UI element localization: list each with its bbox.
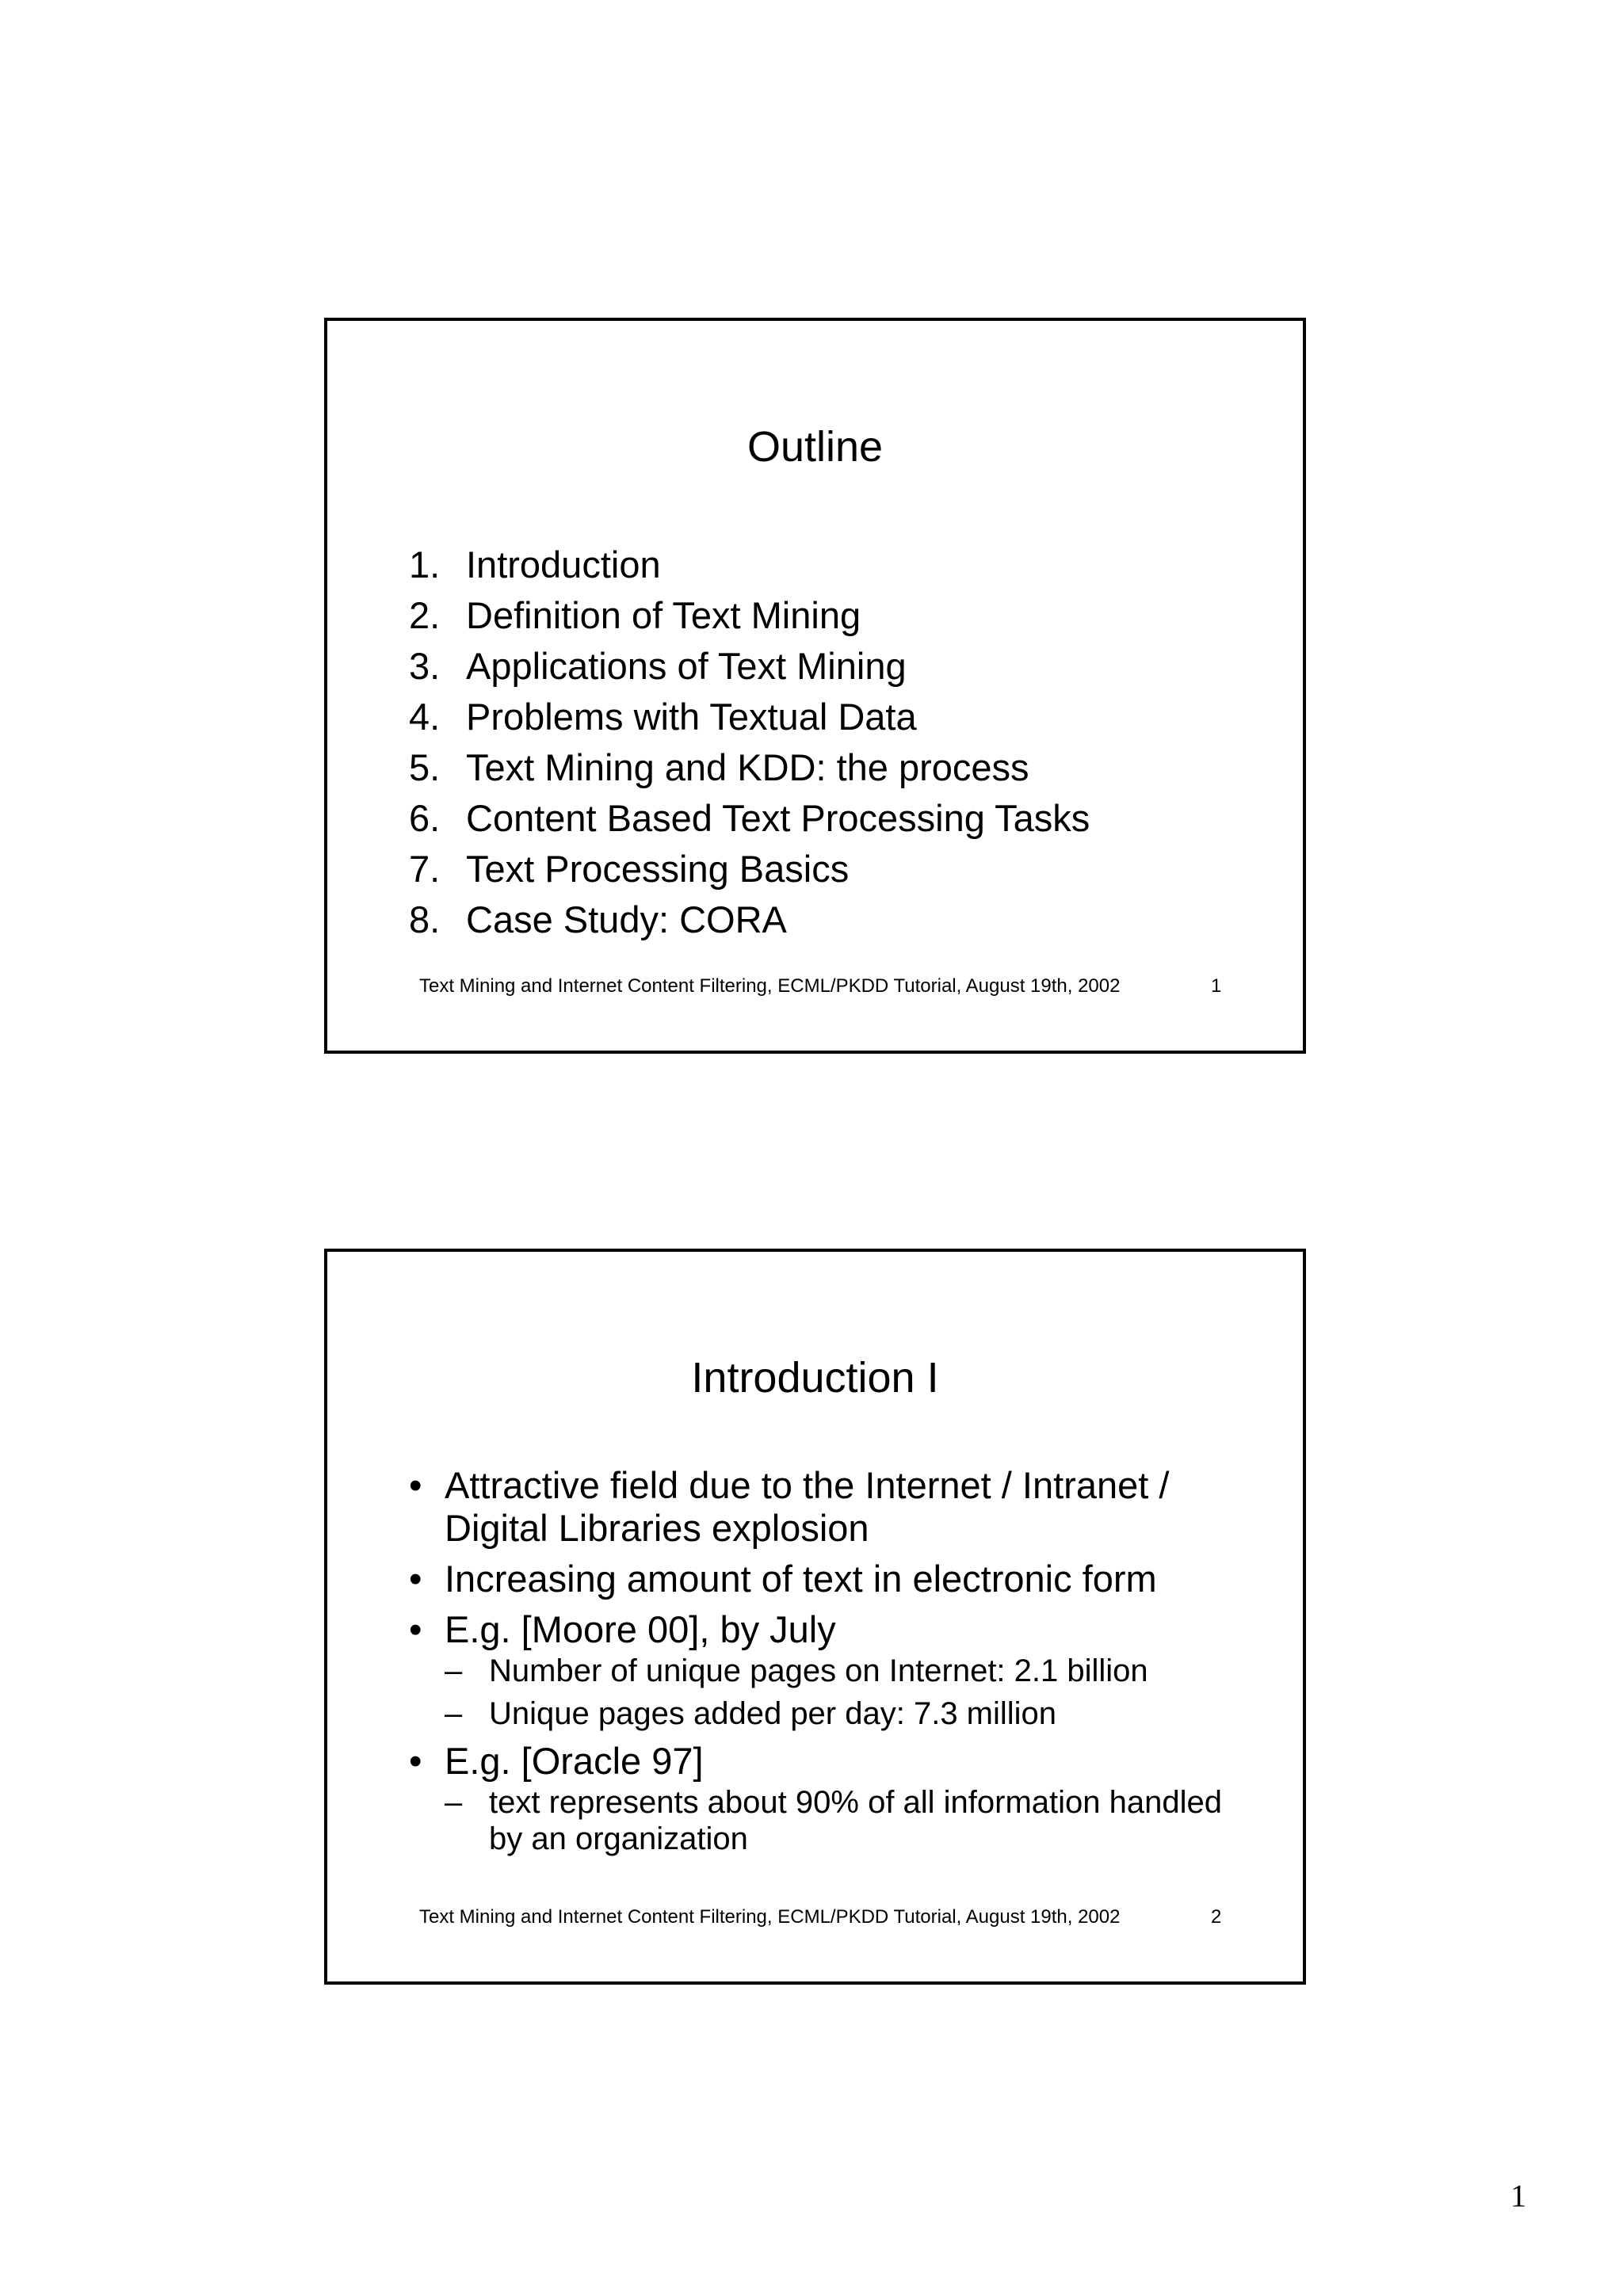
dash-icon: – (445, 1696, 463, 1731)
outline-number: 5. (409, 746, 441, 788)
outline-item (409, 894, 1090, 945)
slide-footer: Text Mining and Internet Content Filtering, ECML/PKDD Tutorial, August 19th, 2002 (419, 975, 1121, 997)
bullet-text: E.g. [Moore 00], by July (445, 1608, 836, 1650)
outline-text: Text Mining and KDD: the process (466, 746, 1029, 788)
bullet-icon: • (409, 1558, 422, 1600)
outline-item (409, 742, 1090, 793)
outline-text: Problems with Textual Data (466, 696, 917, 738)
sub-bullet-list (445, 1784, 1233, 1857)
bullet-text: Increasing amount of text in electronic form (445, 1558, 1157, 1600)
page-number: 1 (1510, 2178, 1526, 2214)
outline-number: 7. (409, 848, 441, 890)
bullet-list (409, 1464, 1233, 1865)
outline-text: Definition of Text Mining (466, 594, 861, 636)
bullet-icon: • (409, 1608, 422, 1650)
sub-bullet-text: text represents about 90% of all information handled by an organization (489, 1785, 1223, 1856)
slide-number: 1 (1211, 975, 1222, 997)
sub-bullet-text: Number of unique pages on Internet: 2.1 billion (489, 1653, 1148, 1688)
slide-title: Outline (747, 423, 884, 471)
outline-list (409, 540, 1090, 945)
sub-bullet-list (445, 1653, 1233, 1732)
bullet-item (409, 1558, 1233, 1600)
outline-number: 2. (409, 594, 441, 636)
sub-bullet-item (445, 1695, 1233, 1732)
dash-icon: – (445, 1653, 463, 1688)
outline-item (409, 641, 1090, 692)
bullet-text: Attractive field due to the Internet / Intranet / Digital Libraries explosion (445, 1464, 1170, 1549)
sub-bullet-item (445, 1653, 1233, 1689)
slide-title: Introduction I (691, 1354, 939, 1402)
outline-item (409, 692, 1090, 742)
outline-number: 6. (409, 797, 441, 839)
outline-text: Applications of Text Mining (466, 645, 907, 687)
outline-number: 3. (409, 645, 441, 687)
outline-number: 1. (409, 543, 441, 585)
outline-text: Case Study: CORA (466, 898, 787, 940)
outline-text: Content Based Text Processing Tasks (466, 797, 1090, 839)
outline-item (409, 540, 1090, 590)
outline-item (409, 844, 1090, 894)
outline-text: Text Processing Basics (466, 848, 850, 890)
bullet-item (409, 1740, 1233, 1857)
slide-outline (324, 318, 1306, 1054)
outline-number: 8. (409, 898, 441, 940)
slide-introduction (324, 1249, 1306, 1985)
bullet-icon: • (409, 1740, 422, 1782)
outline-number: 4. (409, 696, 441, 738)
sub-bullet-text: Unique pages added per day: 7.3 million (489, 1696, 1057, 1731)
dash-icon: – (445, 1785, 463, 1820)
bullet-item (409, 1608, 1233, 1732)
bullet-text: E.g. [Oracle 97] (445, 1740, 704, 1782)
outline-text: Introduction (466, 543, 661, 585)
sub-bullet-item (445, 1784, 1233, 1857)
slide-footer: Text Mining and Internet Content Filtering, ECML/PKDD Tutorial, August 19th, 2002 (419, 1906, 1121, 1928)
slide-number: 2 (1211, 1906, 1222, 1928)
outline-item (409, 793, 1090, 844)
outline-item (409, 590, 1090, 641)
bullet-icon: • (409, 1464, 422, 1506)
bullet-item (409, 1464, 1233, 1550)
